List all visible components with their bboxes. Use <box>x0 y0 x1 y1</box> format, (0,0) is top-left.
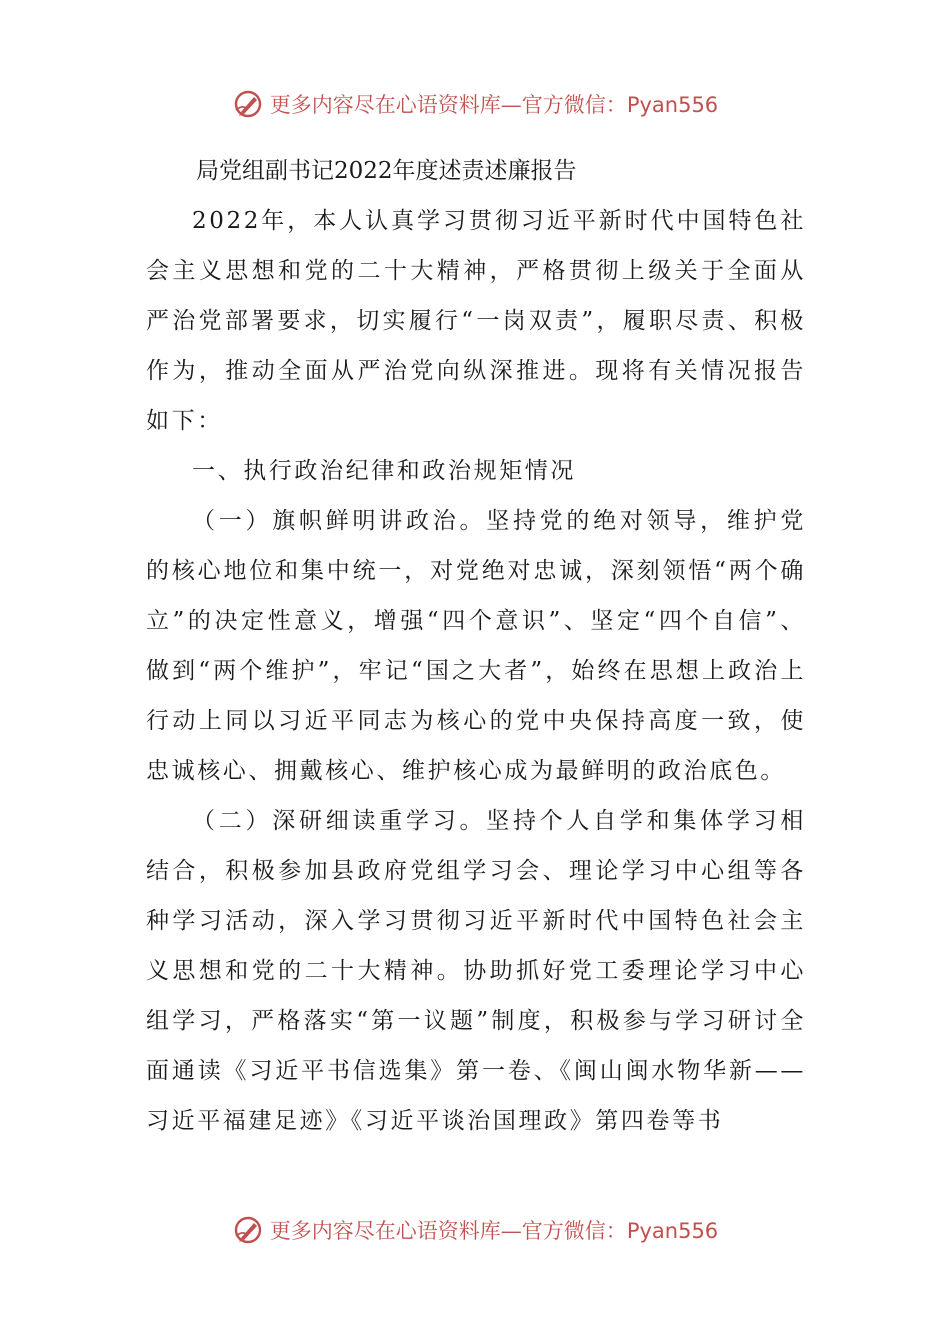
pen-logo-icon <box>232 1214 264 1246</box>
pen-logo-icon <box>232 88 264 120</box>
footer-watermark <box>0 1210 950 1250</box>
item-paragraph-2: （二）深研细读重学习。坚持个人自学和集体学习相结合，积极参加县政府党组学习会、理论学习中心组等各种学习活动，深入学习贯彻习近平新时代中国特色社会主义思想和党的二十大精神。协助抓好党工委理论学习中心组学习，严格落实“第一议题”制度，积极参与学习研讨全面通读《习近平书信选集》第一卷、《闽山闽水物华新——习近平福建足迹》《习近平谈治国理政》第四卷等书 <box>146 808 806 1134</box>
section-heading: 一、执行政治纪律和政治规矩情况 <box>192 458 576 484</box>
header-watermark <box>0 84 950 124</box>
document-body <box>146 146 806 1146</box>
document-title: 局党组副书记2022年度述责述廉报告 <box>196 158 577 184</box>
watermark-text: 更多内容尽在心语资料库—官方微信：Pyan556 <box>269 1219 719 1243</box>
intro-paragraph: 2022年，本人认真学习贯彻习近平新时代中国特色社会主义思想和党的二十大精神，严格贯彻上级关于全面从严治党部署要求，切实履行“一岗双责”，履职尽责、积极作为，推动全面从严治党向纵深推进。现将有关情况报告如下： <box>146 208 806 434</box>
item-paragraph-1: （一）旗帜鲜明讲政治。坚持党的绝对领导，维护党的核心地位和集中统一，对党绝对忠诚，深刻领悟“两个确立”的决定性意义，增强“四个意识”、坚定“四个自信”、做到“两个维护”，牢记“国之大者”，始终在思想上政治上行动上同以习近平同志为核心的党中央保持高度一致，使忠诚核心、拥戴核心、维护核心成为最鲜明的政治底色。 <box>146 508 806 784</box>
watermark-text: 更多内容尽在心语资料库—官方微信：Pyan556 <box>269 93 719 117</box>
